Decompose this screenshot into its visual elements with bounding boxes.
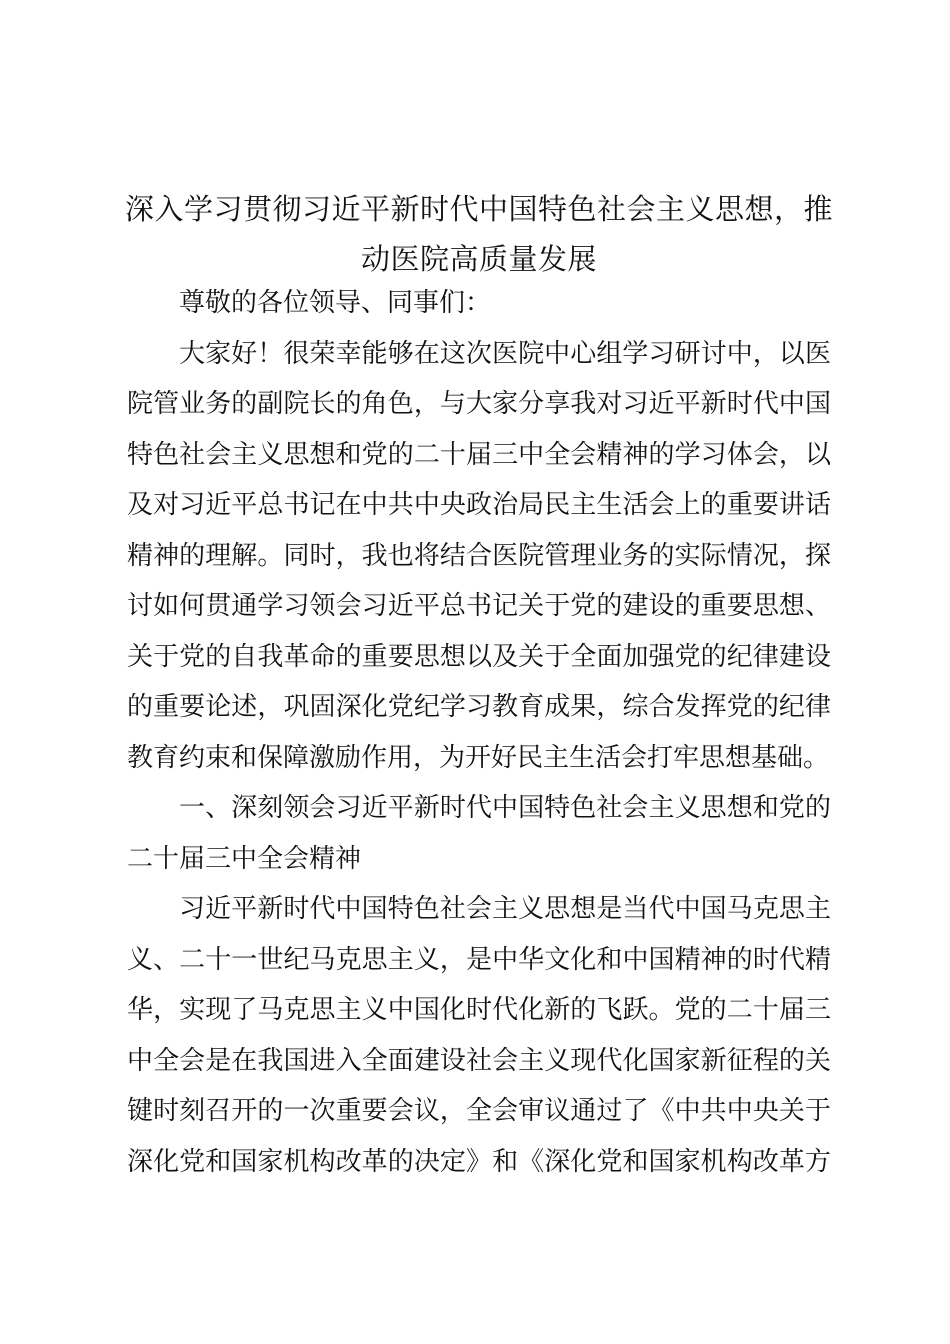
- body-line: 讨如何贯通学习领会习近平总书记关于党的建设的重要思想、: [127, 591, 831, 621]
- body-line: 键时刻召开的一次重要会议，全会审议通过了《中共中央关于: [127, 1096, 831, 1126]
- body-line: 习近平新时代中国特色社会主义思想是当代中国马克思主: [179, 894, 831, 924]
- body-line: 华，实现了马克思主义中国化时代化新的飞跃。党的二十届三: [127, 995, 831, 1025]
- body-line: 义、二十一世纪马克思主义，是中华文化和中国精神的时代精: [127, 944, 831, 975]
- body-line: 及对习近平总书记在中共中央政治局民主生活会上的重要讲话: [127, 490, 831, 520]
- document-body: [127, 278, 831, 1187]
- section-heading-line: 二十届三中全会精神: [127, 843, 362, 874]
- body-line: 深化党和国家机构改革的决定》和《深化党和国家机构改革方: [127, 1146, 831, 1177]
- body-line: 关于党的自我革命的重要思想以及关于全面加强党的纪律建设: [127, 641, 831, 672]
- body-line: 的重要论述，巩固深化党纪学习教育成果，综合发挥党的纪律: [127, 692, 831, 722]
- body-line: 教育约束和保障激励作用，为开好民主生活会打牢思想基础。: [127, 742, 830, 773]
- title-line-2: 动医院高质量发展: [360, 242, 597, 276]
- document-title: [119, 184, 839, 284]
- body-line: 特色社会主义思想和党的二十届三中全会精神的学习体会，以: [127, 439, 831, 470]
- title-line-1: 深入学习贯彻习近平新时代中国特色社会主义思想，推: [124, 192, 833, 226]
- body-line: 大家好！很荣幸能够在这次医院中心组学习研讨中，以医: [179, 338, 831, 369]
- salutation: 尊敬的各位领导、同事们：: [179, 288, 492, 318]
- body-line: 院管业务的副院长的角色，与大家分享我对习近平新时代中国: [127, 389, 831, 419]
- body-line: 精神的理解。同时，我也将结合医院管理业务的实际情况，探: [127, 540, 831, 571]
- section-heading-line: 一、深刻领会习近平新时代中国特色社会主义思想和党的: [179, 793, 831, 823]
- document-page: [124, 0, 833, 1344]
- body-line: 中全会是在我国进入全面建设社会主义现代化国家新征程的关: [127, 1045, 831, 1076]
